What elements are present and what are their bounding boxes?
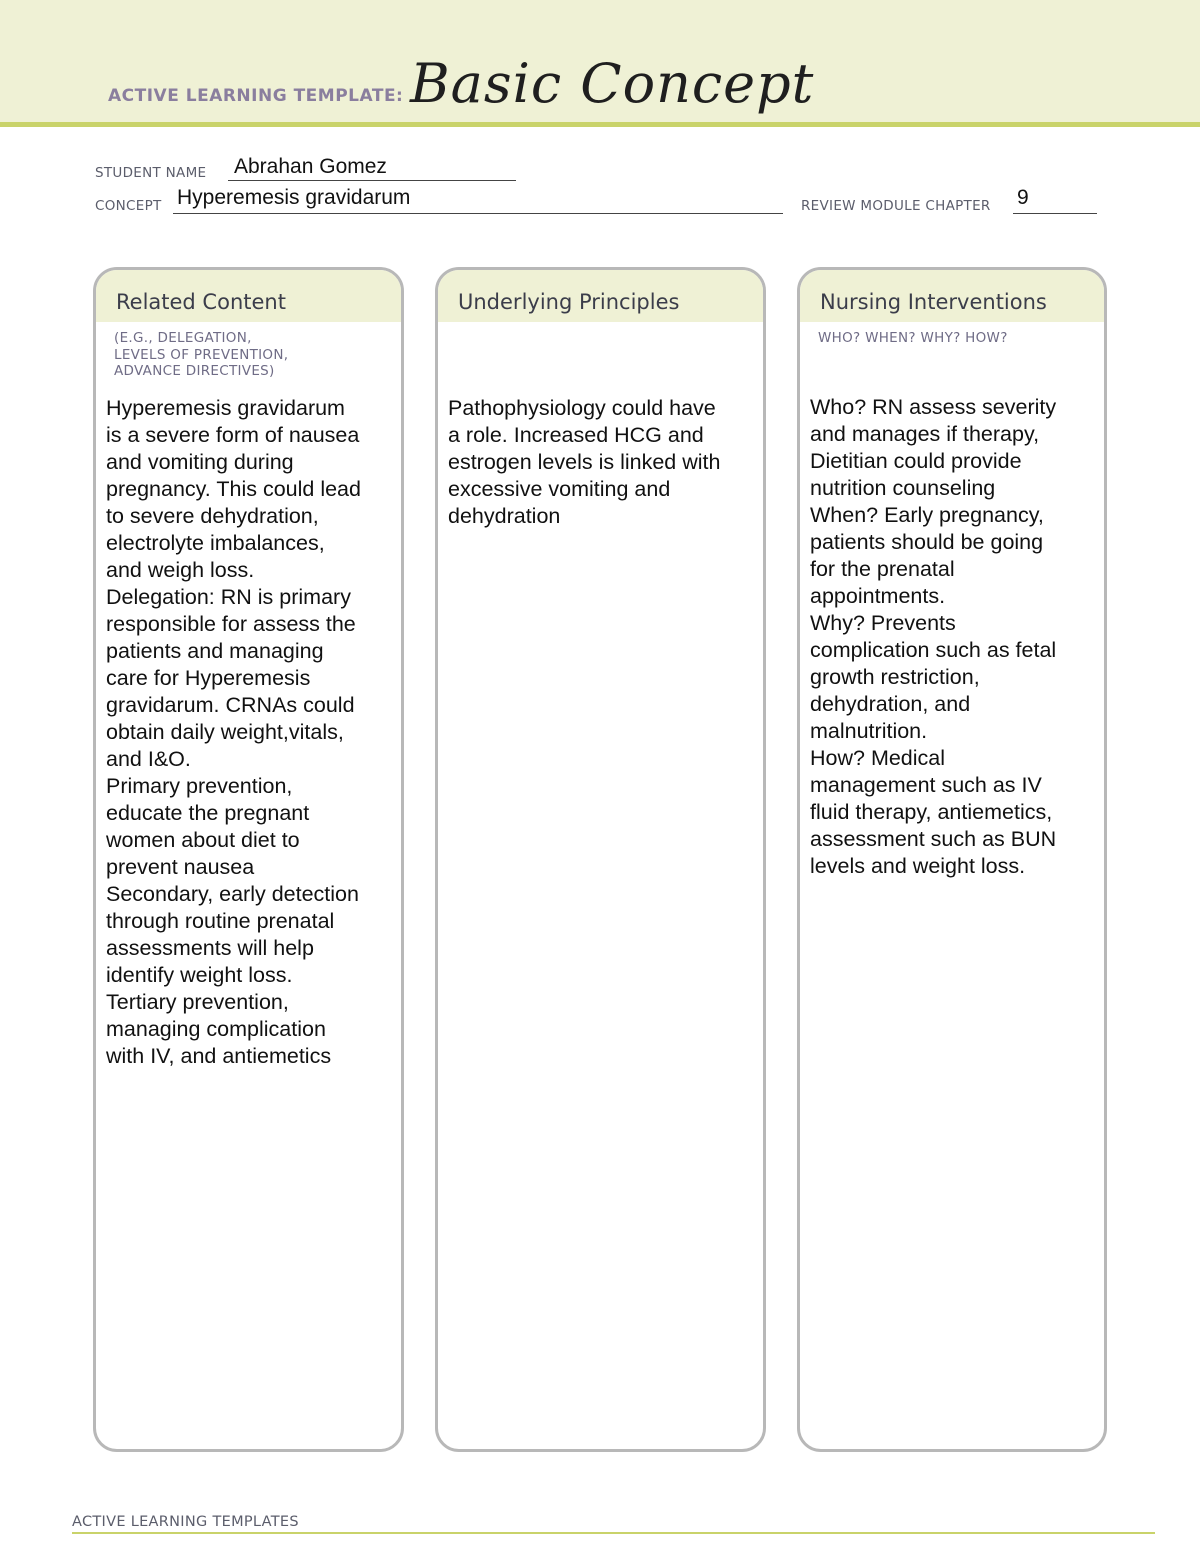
template-label: ACTIVE LEARNING TEMPLATE: — [108, 86, 404, 106]
panel-subtitle: WHO? WHEN? WHY? HOW? — [818, 330, 1008, 346]
related-content-panel — [93, 267, 404, 1452]
review-module-field[interactable]: 9 — [1017, 186, 1029, 209]
underlying-principles-panel — [435, 267, 766, 1452]
footer-text: ACTIVE LEARNING TEMPLATES — [72, 1514, 299, 1530]
review-module-label: REVIEW MODULE CHAPTER — [801, 198, 991, 214]
concept-underline — [173, 213, 783, 214]
header-divider — [0, 122, 1200, 127]
student-name-field[interactable]: Abrahan Gomez — [234, 155, 387, 178]
panel-subtitle: (E.G., DELEGATION, LEVELS OF PREVENTION, ADVANCE DIRECTIVES) — [114, 330, 289, 379]
footer-divider — [72, 1532, 1155, 1534]
panel-title: Related Content — [116, 290, 286, 314]
nursing-interventions-text[interactable]: Who? RN assess severity and manages if therapy, Dietitian could provide nutrition counseling When? Early pregnancy, patients should be going for the prenatal appointments. Why? Prevents complication such as fetal growth restriction, dehydration, and malnutrition. How? Medical management such as IV fluid therapy, antiemetics, assessment such as BUN levels and weight loss. — [810, 395, 1057, 878]
panel-title: Nursing Interventions — [820, 290, 1047, 314]
student-name-underline — [228, 180, 516, 181]
student-name-label: STUDENT NAME — [95, 165, 207, 181]
panel-title: Underlying Principles — [458, 290, 680, 314]
concept-field[interactable]: Hyperemesis gravidarum — [177, 186, 411, 209]
concept-label: CONCEPT — [95, 198, 162, 214]
nursing-interventions-panel — [797, 267, 1107, 1452]
template-title: Basic Concept — [410, 52, 815, 115]
review-module-underline — [1013, 213, 1097, 214]
underlying-principles-text[interactable]: Pathophysiology could have a role. Increased HCG and estrogen levels is linked with excessive vomiting and dehydration — [448, 396, 721, 528]
related-content-text[interactable]: Hyperemesis gravidarum is a severe form of nausea and vomiting during pregnancy. This could lead to severe dehydration, electrolyte imbalances, and weigh loss. Delegation: RN is primary responsible for assess the patients and managing care for Hyperemesis gravidarum. CRNAs could obtain daily weight,vitals, and I&O. Primary prevention, educate the pregnant women about diet to prevent nausea Secondary, early detection through routine prenatal assessments will help identify weight loss. Tertiary prevention, managing complication with IV, and antiemetics — [106, 396, 361, 1068]
